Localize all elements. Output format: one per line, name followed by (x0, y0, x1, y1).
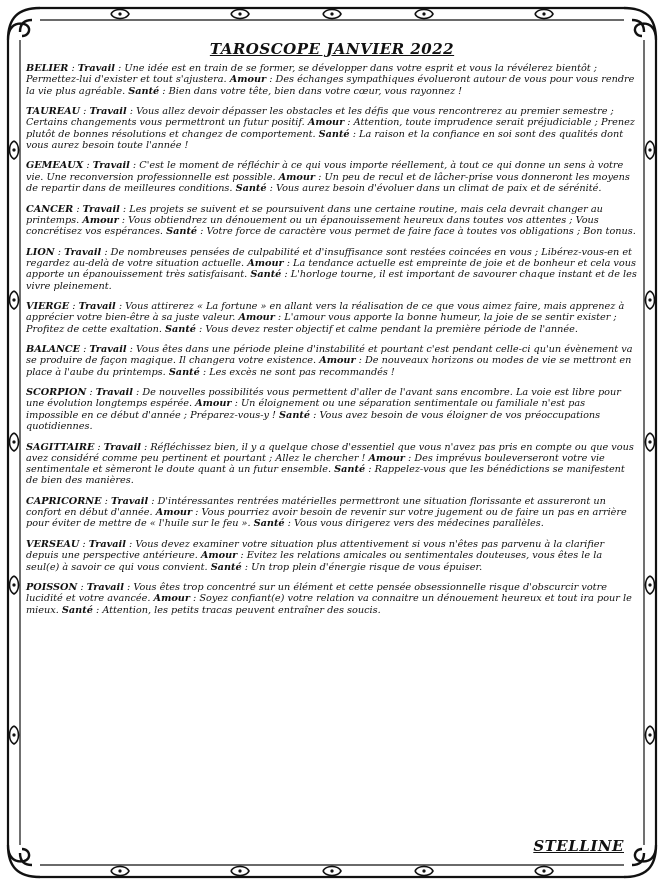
love-text: Vous obtiendrez un dénouement ou un épanouissement heureux dans toutes vos attentes ; Vous concrétisez vos espérances. (26, 214, 599, 238)
sign-name: BELIER (26, 63, 69, 74)
health-text: Vous vous dirigerez vers des médecines parallèles. (294, 518, 544, 530)
sign-name: POISSON (26, 582, 78, 594)
sign-entry-scorpion: SCORPION : Travail : De nouvelles possibilités vous permettent d'aller de l'avant sans encombre. La voie est libre pour une évolution longtemps espérée. Amour : Un éloignement ou une séparation sentimentale ou familiale n'est pas impossible en ce début d'année ; Préparez-vous-y ! Santé : Vous avez besoin de vous éloigner de vos préoccupations quotidiennes. (26, 387, 621, 433)
work-label: Travail (92, 160, 130, 172)
health-label: Santé (253, 518, 285, 530)
love-text: L'amour vous apporte la bonne humeur, la joie de se sentir exister ; Profitez de cette exaltation. (26, 312, 617, 335)
health-label: Santé (166, 226, 198, 238)
work-label: Travail (77, 63, 115, 74)
sign-entry-taureau: TAUREAU : Travail : Vous allez devoir dépasser les obstacles et les défis que vous rencontrerez au premier semestre ; Certains changements vous permettront un futur positif. Amour : Attention, toute imprudence serait préjudiciable ; Prenez plutôt de bonnes résolutions et changez de comportement. Santé : La raison et la confiance en soi sont des qualités dont vous aurez besoin toute l'année ! (26, 106, 635, 151)
work-text: Vous devez examiner votre situation plus attentivement si vous n'êtes pas parvenu à la clarifier depuis une perspective antérieure. (26, 538, 605, 562)
sign-name: SCORPION (26, 387, 87, 399)
love-label: Amour (238, 312, 275, 324)
sign-entry-gemeaux: GEMEAUX : Travail : C'est le moment de réfléchir à ce qui vous importe réellement, à tout ce qui donne un sens à votre vie. Une reconversion professionnelle est possible. Amour : Un peu de recul et de lâcher-prise vous donneront les moyens de repartir dans de meilleures conditions. Santé : Vous aurez besoin d'évoluer dans un climat de paix et de sérénité. (26, 160, 630, 195)
sign-entry-cancer: CANCER : Travail : Les projets se suivent et se poursuivent dans une certaine routine, mais cela devrait changer au printemps. Amour : Vous obtiendrez un dénouement ou un épanouissement heureux dans toutes vos attentes ; Vous concrétisez vos espérances. Santé : Votre force de caractère vous permet de faire face à toutes vos obligations ; Bon tonus. (26, 203, 636, 238)
work-label: Travail (89, 344, 127, 356)
health-label: Santé (318, 128, 350, 140)
sign-entry-lion: LION : Travail : De nombreuses pensées de culpabilité et d'insuffisance sont restées coincées en vous ; Libérez-vous-en et regardez au-delà de votre situation actuelle. Amour : La tendance actuelle est empreinte de joie et de bonheur et cela vous apporte un épanouissement très satisfaisant. Santé : L'horloge tourne, il est important de savourer chaque instant et de les vivre pleinement. (26, 246, 637, 292)
health-label: Santé (128, 85, 160, 97)
sign-name: BALANCE (26, 344, 80, 356)
love-label: Amour (247, 257, 284, 269)
health-text: Un trop plein d'énergie risque de vous épuiser. (251, 561, 483, 573)
work-text: Vous êtes trop concentré sur un élément et cette pensée obsessionnelle risque d'obscurcir votre lucidité et votre avancée. (26, 582, 607, 605)
love-label: Amour (319, 355, 356, 367)
sign-name: LION (26, 246, 55, 258)
love-label: Amour (278, 171, 316, 183)
love-text: Attention, toute imprudence serait préjudiciable ; Prenez plutôt de bonnes résolutions et changez de comportement. (26, 117, 635, 140)
health-text: Vous aurez besoin d'évoluer dans un climat de paix et de sérénité. (275, 183, 602, 195)
work-text: Les projets se suivent et se poursuivent dans une certaine routine, mais cela devrait changer au printemps. (26, 203, 603, 226)
love-label: Amour (153, 593, 190, 605)
health-text: Vous devez rester objectif et calme pendant la première période de l'année. (205, 323, 578, 335)
work-label: Travail (82, 203, 120, 215)
health-text: Rappelez-vous que les bénédictions se manifestent de bien des manières. (26, 464, 625, 487)
love-text: Des imprévus bouleverseront votre vie sentimentale et sèmeront le doute quant à un futur ensemble. (26, 452, 605, 476)
love-label: Amour (200, 550, 238, 562)
horoscope-document (26, 40, 638, 860)
sign-name: GEMEAUX (26, 160, 84, 172)
work-label: Travail (64, 246, 102, 258)
health-label: Santé (250, 269, 282, 281)
love-text: Un éloignement ou une séparation sentimentale ou familiale n'est pas impossible en ce début d'année ; Préparez-vous-y ! (26, 398, 586, 421)
health-label: Santé (210, 561, 242, 573)
sign-entry-balance: BALANCE : Travail : Vous êtes dans une période pleine d'instabilité et pourtant c'est pendant celle-ci qu'un évènement va se produire de façon magique. Il changera votre existence. Amour : De nouveaux horizons ou modes de vie se mettront en place à l'aube du printemps. Santé : Les excès ne sont pas recommandés ! (26, 344, 633, 378)
work-label: Travail (86, 582, 124, 594)
sign-name: VIERGE (26, 300, 70, 312)
health-text: La raison et la confiance en soi sont des qualités dont vous aurez besoin toute l'année ! (26, 128, 624, 151)
sign-name: CANCER (26, 203, 74, 215)
love-label: Amour (368, 452, 405, 464)
health-label: Santé (61, 604, 93, 616)
love-label: Amour (307, 117, 345, 129)
health-label: Santé (235, 183, 267, 195)
sign-entry-belier: BELIER : Travail : Une idée est en train de se former, se développer dans votre esprit et vous la révélerez bientôt ; Permettez-lui d'exister et tout s'ajustera. Amour : Des échanges sympathiques évolueront autour de vous pour vous rendre la vie plus agréable. Santé : Bien dans votre tête, bien dans votre cœur, vous rayonnez ! (26, 63, 635, 97)
love-text: Soyez confiant(e) votre relation va connaitre un dénouement heureux et tout ira pour le mieux. (26, 593, 632, 616)
sign-name: TAUREAU (26, 106, 81, 118)
health-label: Santé (168, 366, 200, 378)
love-text: La tendance actuelle est empreinte de joie et de bonheur et cela vous apporte un épanouissement très satisfaisant. (26, 257, 636, 281)
work-text: Vous attirerez « La fortune » en allant vers la réalisation de ce que vous aimez faire, mais apprenez à apprécier votre bien-être à sa juste valeur. (26, 300, 625, 324)
health-text: Attention, les petits tracas peuvent entraîner des soucis. (102, 604, 381, 616)
sign-entry-sagittaire: SAGITTAIRE : Travail : Réfléchissez bien, il y a quelque chose d'essentiel que vous n'avez pas pris en compte ou que vous avez considéré comme peu pertinent et pourtant ; Allez le chercher ! Amour : Des imprévus bouleverseront votre vie sentimentale et sèmeront le doute quant à un futur ensemble. Santé : Rappelez-vous que les bénédictions se manifestent de bien des manières. (26, 441, 634, 487)
sign-entry-capricorne: CAPRICORNE : Travail : D'intéressantes rentrées matérielles permettront une situation florissante et assureront un confort en début d'année. Amour : Vous pourriez avoir besoin de revenir sur votre jugement ou de faire un pas en arrière pour éviter de mettre de « l'huile sur le feu ». Santé : Vous vous dirigerez vers des médecines parallèles. (26, 495, 627, 530)
work-text: Une idée est en train de se former, se développer dans votre esprit et vous la révélerez bientôt ; Permettez-lui d'exister et tout s'ajustera. (26, 63, 598, 86)
work-text: Réfléchissez bien, il y a quelque chose d'essentiel que vous n'avez pas pris en compte ou que vous avez considéré comme peu pertinent et pourtant ; Allez le chercher ! (26, 441, 634, 464)
signature: STELLINE (533, 836, 624, 855)
love-label: Amour (229, 74, 267, 86)
work-label: Travail (78, 300, 116, 312)
love-text: Evitez les relations amicales ou sentimentales douteuses, vous êtes le la seul(e) à savoir ce qui vous convient. (26, 550, 603, 573)
love-text: Vous pourriez avoir besoin de revenir sur votre jugement ou de faire un pas en arrière pour éviter de mettre de « l'huile sur le feu ». (26, 507, 627, 530)
page-title: TAROSCOPE JANVIER 2022 (209, 40, 455, 58)
love-label: Amour (82, 214, 119, 226)
health-label: Santé (165, 323, 196, 335)
health-text: Bien dans votre tête, bien dans votre cœur, vous rayonnez ! (168, 85, 463, 97)
love-label: Amour (195, 398, 232, 410)
work-text: C'est le moment de réfléchir à ce qui vous importe réellement, à tout ce qui donne un sens à votre vie. Une reconversion professionnelle est possible. (26, 160, 624, 183)
sign-list (26, 63, 638, 616)
work-text: De nouvelles possibilités vous permettent d'aller de l'avant sans encombre. La voie est libre pour une évolution longtemps espérée. (26, 387, 621, 410)
work-label: Travail (95, 387, 133, 399)
love-text: Un peu de recul et de lâcher-prise vous donneront les moyens de repartir dans de meilleures conditions. (26, 171, 630, 195)
work-label: Travail (89, 106, 127, 118)
health-text: Votre force de caractère vous permet de faire face à toutes vos obligations ; Bon tonus. (206, 226, 636, 238)
love-text: De nouveaux horizons ou modes de vie se mettront en place à l'aube du printemps. (26, 355, 632, 378)
sign-entry-poisson: POISSON : Travail : Vous êtes trop concentré sur un élément et cette pensée obsessionnelle risque d'obscurcir votre lucidité et votre avancée. Amour : Soyez confiant(e) votre relation va connaitre un dénouement heureux et tout ira pour le mieux. Santé : Attention, les petits tracas peuvent entraîner des soucis. (26, 582, 632, 616)
sign-name: CAPRICORNE (26, 495, 102, 507)
sign-entry-vierge: VIERGE : Travail : Vous attirerez « La fortune » en allant vers la réalisation de ce que vous aimez faire, mais apprenez à apprécier votre bien-être à sa juste valeur. Amour : L'amour vous apporte la bonne humeur, la joie de se sentir exister ; Profitez de cette exaltation. Santé : Vous devez rester objectif et calme pendant la première période de l'année. (26, 300, 625, 335)
sign-entry-verseau: VERSEAU : Travail : Vous devez examiner votre situation plus attentivement si vous n'êtes pas parvenu à la clarifier depuis une perspective antérieure. Amour : Evitez les relations amicales ou sentimentales douteuses, vous êtes le la seul(e) à savoir ce qui vous convient. Santé : Un trop plein d'énergie risque de vous épuiser. (26, 538, 605, 573)
work-text: Vous êtes dans une période pleine d'instabilité et pourtant c'est pendant celle-ci qu'un évènement va se produire de façon magique. Il changera votre existence. (26, 344, 633, 367)
health-text: L'horloge tourne, il est important de savourer chaque instant et de les vivre pleinement. (26, 269, 637, 292)
health-text: Les excès ne sont pas recommandés ! (209, 366, 395, 378)
work-text: De nombreuses pensées de culpabilité et d'insuffisance sont restées coincées en vous ; Libérez-vous-en et regardez au-delà de votre situation actuelle. (26, 246, 632, 269)
health-text: Vous avez besoin de vous éloigner de vos préoccupations quotidiennes. (26, 409, 601, 433)
health-label: Santé (334, 464, 366, 476)
health-label: Santé (279, 409, 311, 421)
work-label: Travail (88, 538, 126, 550)
work-text: D'intéressantes rentrées matérielles permettront une situation florissante et assureront un confort en début d'année. (26, 495, 606, 519)
love-text: Des échanges sympathiques évolueront autour de vous pour vous rendre la vie plus agréable. (26, 74, 635, 97)
sign-name: SAGITTAIRE (26, 441, 95, 453)
sign-name: VERSEAU (26, 538, 80, 550)
work-label: Travail (110, 495, 149, 507)
love-label: Amour (155, 507, 193, 519)
work-text: Vous allez devoir dépasser les obstacles et les défis que vous rencontrerez au premier semestre ; Certains changements vous permettront un futur positif. (26, 106, 614, 129)
work-label: Travail (103, 441, 141, 453)
